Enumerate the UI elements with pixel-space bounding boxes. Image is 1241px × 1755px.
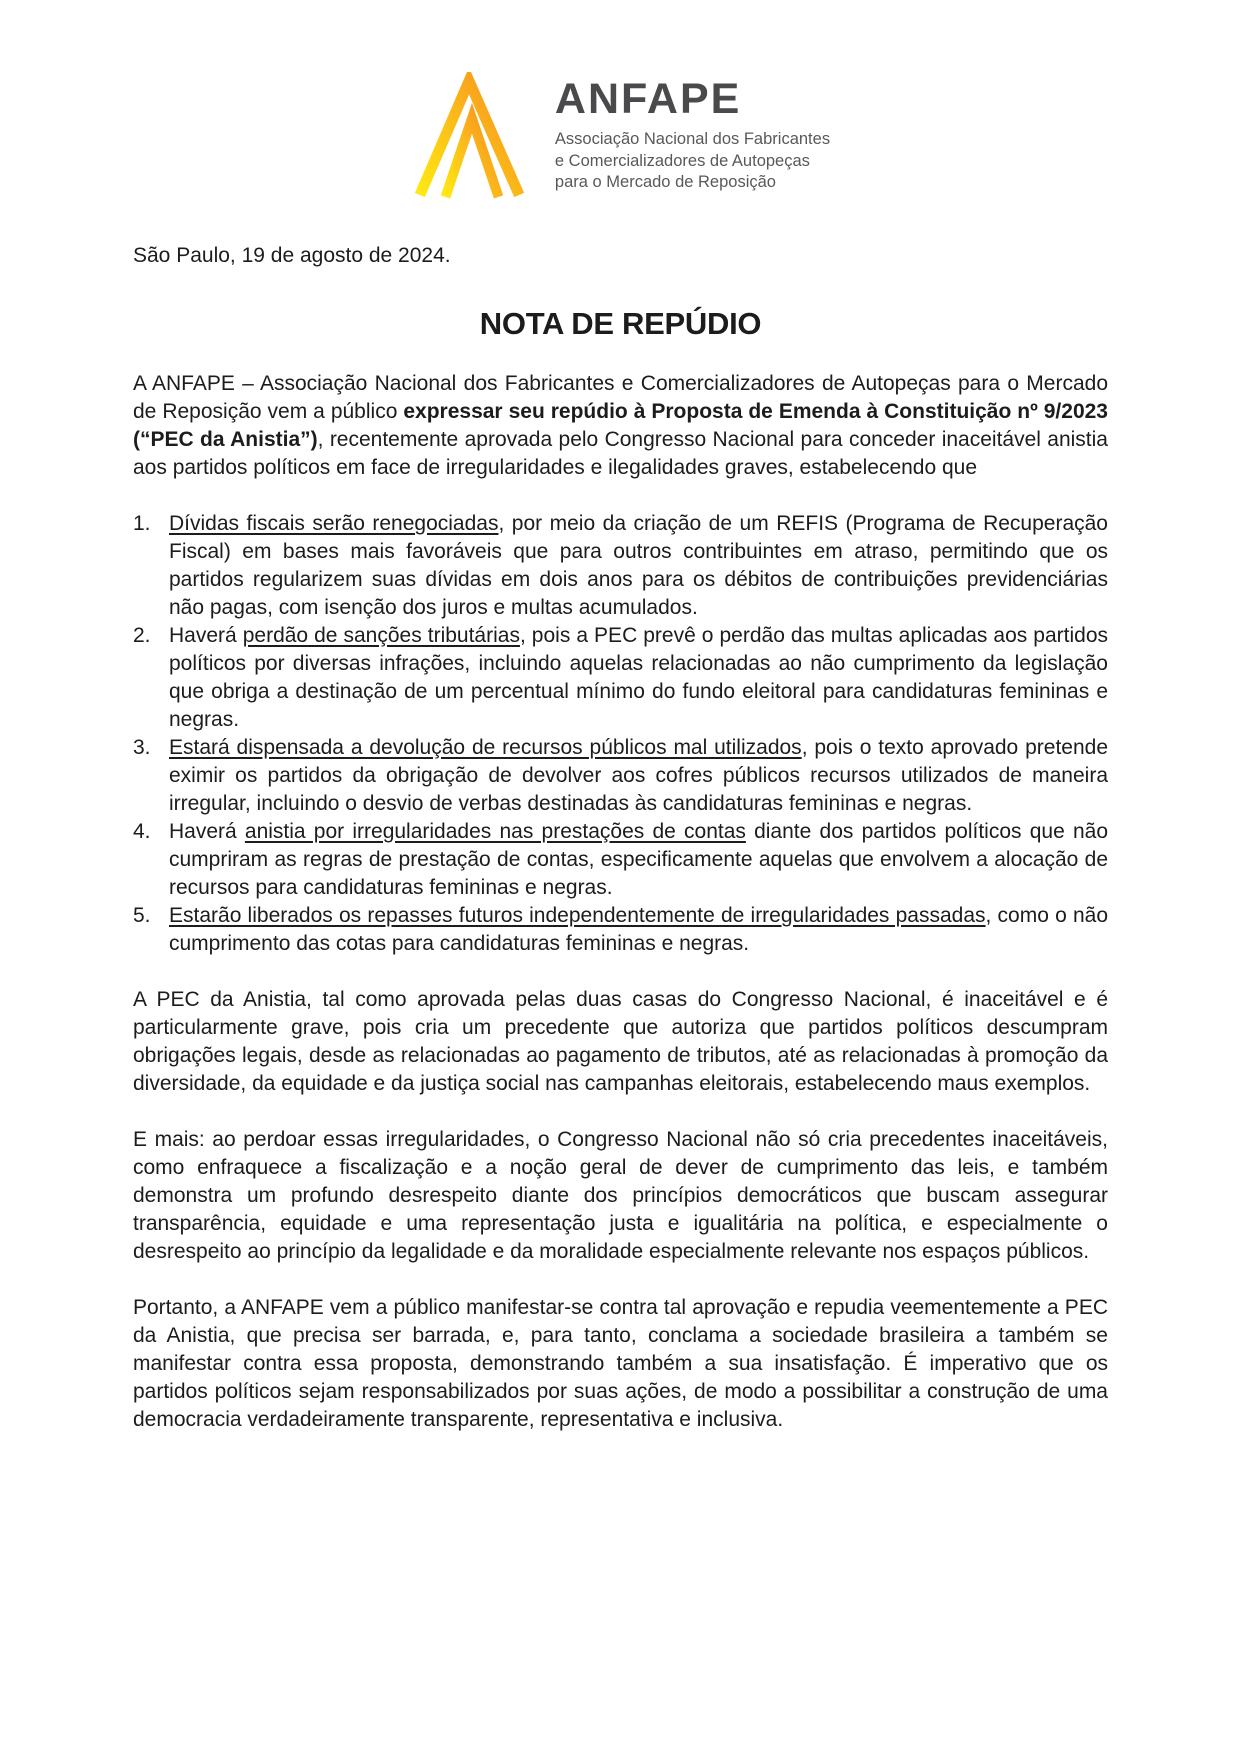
body-paragraph-3: E mais: ao perdoar essas irregularidades, o Congresso Nacional não só cria precedentes inaceitáveis, como enfraquece a fiscalização e a noção geral de dever de cumprimento das leis, e também demonstra um profundo desrespeito diante dos princípios democráticos que buscam assegurar transparência, equidade e uma representação justa e igualitária na política, e especialmente o desrespeito ao princípio da legalidade e da moralidade especialmente relevante nos espaços públicos. bbox=[133, 1128, 1108, 1263]
list-item-text bbox=[169, 510, 1108, 622]
intro-text-after: , recentemente aprovada pelo Congresso Nacional para conceder inaceitável anistia aos partidos políticos em face de irregularidades e ilegalidades graves, estabelecendo que bbox=[133, 428, 1108, 479]
list-item-number: 3. bbox=[133, 736, 151, 759]
tagline-line-2: e Comercializadores de Autopeças bbox=[554, 151, 810, 170]
list-item-2 bbox=[133, 622, 1108, 734]
list-item-text bbox=[169, 734, 1108, 818]
anfape-letterhead bbox=[133, 72, 1108, 200]
list-item-rest: diante dos partidos políticos que não cumpriram as regras de prestação de contas, especificamente aquelas que envolvem a alocação de recursos para candidaturas femininas e negras. bbox=[169, 820, 1108, 899]
list-item-text bbox=[169, 902, 1108, 958]
list-item-5 bbox=[133, 902, 1108, 958]
list-item-number: 4. bbox=[133, 820, 151, 843]
underlined-phrase: anistia por irregularidades nas prestações de contas bbox=[244, 820, 746, 843]
list-item-rest: , como o não cumprimento das cotas para candidaturas femininas e negras. bbox=[169, 904, 1109, 955]
brand-tagline bbox=[555, 129, 830, 194]
list-item-number: 5. bbox=[133, 904, 151, 927]
list-item-rest: , por meio da criação de um REFIS (Programa de Recuperação Fiscal) em bases mais favoráveis que para outros contribuintes em atraso, permitindo que os partidos regularizem suas dívidas em dois anos para os débitos de contribuições previdenciárias não pagas, com isenção dos juros e multas acumulados. bbox=[169, 512, 1108, 619]
page-title: NOTA DE REPÚDIO bbox=[479, 306, 762, 341]
list-item-rest: , pois a PEC prevê o perdão das multas aplicadas aos partidos políticos por diversas infrações, incluindo aquelas relacionadas ao não cumprimento da legislação que obriga a destinação de um percentual mínimo do fundo eleitoral para candidaturas femininas e negras. bbox=[169, 624, 1108, 731]
list-item-1 bbox=[133, 510, 1108, 622]
date-line: São Paulo, 19 de agosto de 2024. bbox=[133, 244, 451, 267]
list-item-number: 2. bbox=[133, 624, 151, 647]
tagline-line-1: Associação Nacional dos Fabricantes bbox=[554, 129, 831, 148]
tagline-line-3: para o Mercado de Reposição bbox=[554, 173, 776, 192]
underlined-phrase: Dívidas fiscais serão renegociadas bbox=[169, 512, 499, 535]
list-item-number: 1. bbox=[133, 512, 151, 535]
intro-text-before: A ANFAPE – Associação Nacional dos Fabricantes e Comercializadores de Autopeças para o Mercado de Reposição vem a público bbox=[133, 372, 1108, 423]
body-paragraph-2: A PEC da Anistia, tal como aprovada pelas duas casas do Congresso Nacional, é inaceitável e é particularmente grave, pois cria um precedente que autoriza que partidos políticos descumpram obrigações legais, desde as relacionadas ao pagamento de tributos, até as relacionadas à promoção da diversidade, da equidade e da justiça social nas campanhas eleitorais, estabelecendo maus exemplos. bbox=[133, 988, 1108, 1095]
list-item-prefix: Haverá bbox=[169, 624, 243, 647]
brand-name: ANFAPE bbox=[554, 74, 742, 123]
list-item-text bbox=[169, 622, 1108, 734]
intro-paragraph bbox=[133, 370, 1108, 482]
anfape-a-mark-icon bbox=[411, 72, 529, 200]
list-item-rest: , pois o texto aprovado pretende eximir os partidos da obrigação de devolver aos cofres públicos recursos utilizados de maneira irregular, incluindo o desvio de verbas destinadas às candidaturas femininas e negras. bbox=[169, 736, 1108, 815]
underlined-phrase: Estará dispensada a devolução de recursos públicos mal utilizados bbox=[169, 736, 802, 759]
list-item-3 bbox=[133, 734, 1108, 818]
list-item-4 bbox=[133, 818, 1108, 902]
underlined-phrase: perdão de sanções tributárias bbox=[242, 624, 520, 647]
list-item-text bbox=[169, 818, 1108, 902]
list-item-prefix: Haverá bbox=[169, 820, 245, 843]
underlined-phrase: Estarão liberados os repasses futuros independentemente de irregularidades passadas bbox=[169, 904, 986, 927]
intro-bold-phrase: expressar seu repúdio à Proposta de Emenda à Constituição nº 9/2023 (“PEC da Anistia”) bbox=[133, 400, 1108, 451]
closing-paragraph: Portanto, a ANFAPE vem a público manifestar-se contra tal aprovação e repudia veementemente a PEC da Anistia, que precisa ser barrada, e, para tanto, conclama a sociedade brasileira a também se manifestar contra essa proposta, demonstrando também a sua insatisfação. É imperativo que os partidos políticos sejam responsabilizados por suas ações, de modo a possibilitar a construção de uma democracia verdadeiramente transparente, representativa e inclusiva. bbox=[133, 1296, 1108, 1431]
logo-text-block bbox=[554, 74, 831, 194]
numbered-list bbox=[133, 510, 1108, 958]
